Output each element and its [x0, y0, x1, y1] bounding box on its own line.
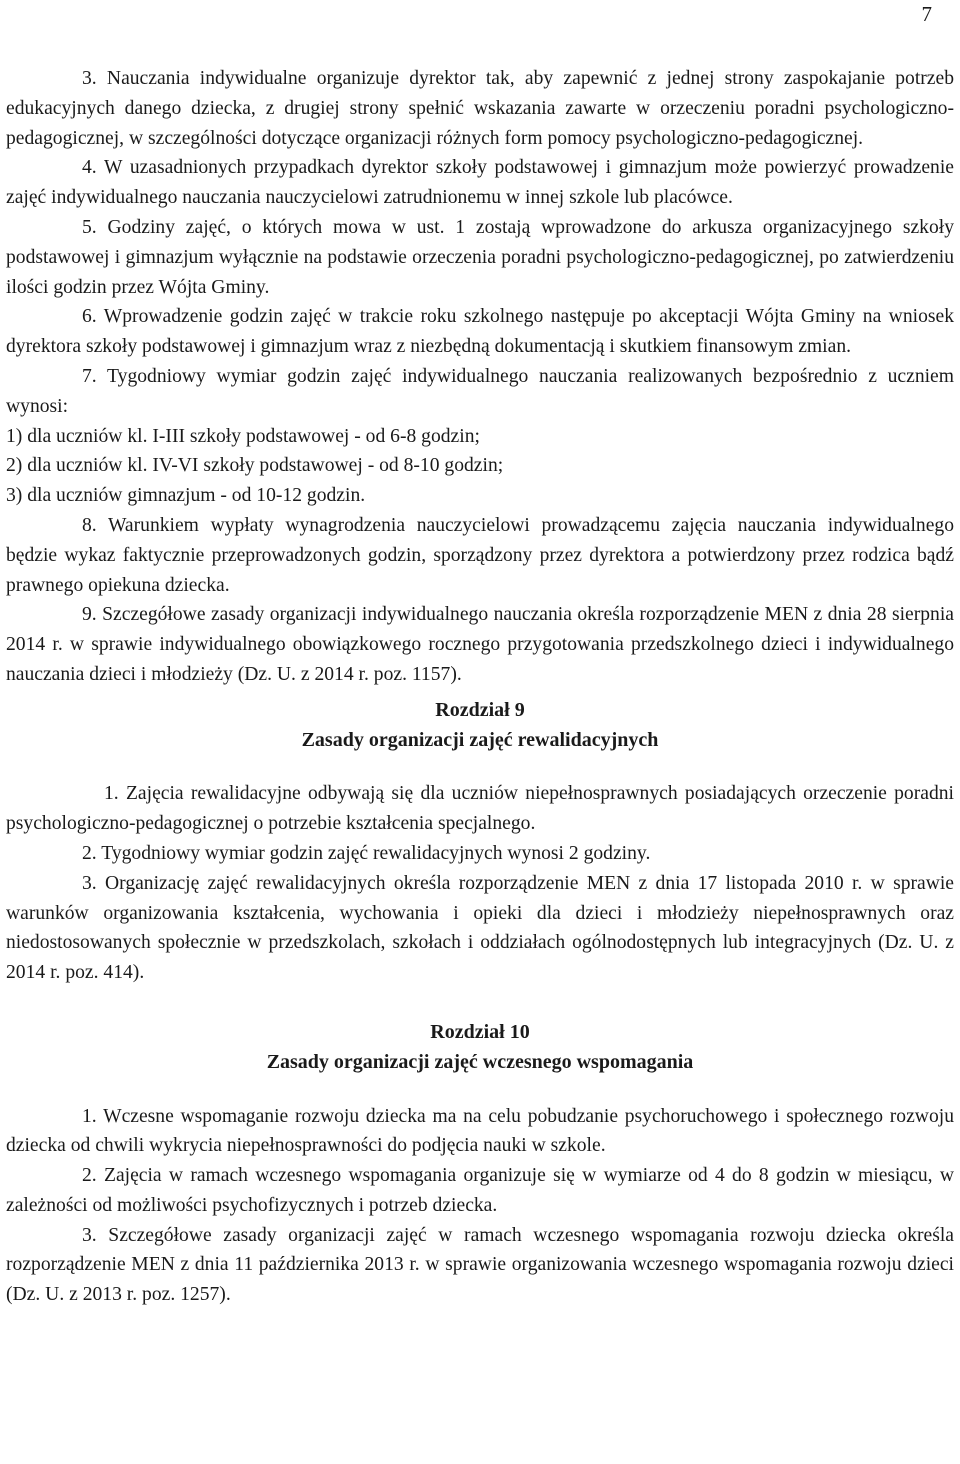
chapter-9-paragraph-2: 2. Tygodniowy wymiar godzin zajęć rewalidacyjnych wynosi 2 godziny. — [82, 842, 651, 864]
list-item-2: 2) dla uczniów kl. IV-VI szkoły podstawowej - od 8-10 godzin; — [6, 455, 504, 477]
chapter-10-subtitle: Zasady organizacji zajęć wczesnego wspomagania — [266, 1050, 694, 1073]
paragraph-7: 7. Tygodniowy wymiar godzin zajęć indywidualnego nauczania realizowanych bezpośrednio z uczniem wynosi: — [6, 365, 954, 417]
paragraph-8: 8. Warunkiem wypłaty wynagrodzenia nauczycielowi prowadzącemu zajęcia nauczania indywidualnego będzie wykaz faktycznie przeprowadzonych godzin, sporządzony przez dyrektora a potwierdzony przez rodzica bądź prawnego opiekuna dziecka. — [6, 514, 954, 596]
paragraph-6: 6. Wprowadzenie godzin zajęć w trakcie roku szkolnego następuje po akceptacji Wójta Gminy na wniosek dyrektora szkoły podstawowej i gimnazjum wraz z niezbędną dokumentacją i skutkiem finansowym zmian. — [6, 306, 954, 358]
paragraph-3: 3. Nauczania indywidualne organizuje dyrektor tak, aby zapewnić z jednej strony zaspokajanie potrzeb edukacyjnych danego dziecka, z drugiej strony spełnić wskazania zawarte w orzeczeniu poradni psychologiczno-pedagogicznej, w szczególności dotyczące organizacji różnych form pomocy psychologiczno-pedagogicznej. — [6, 68, 954, 149]
chapter-9-paragraph-3: 3. Organizację zajęć rewalidacyjnych określa rozporządzenie MEN z dnia 17 listopada 2010 r. w sprawie warunków organizowania kształcenia, wychowania i opieki dla dzieci i młodzieży niepełnosprawnych oraz niedostosowanych społecznie w przedszkolach, szkołach i oddziałach ogólnodostępnych lub integracyjnych (Dz. U. z 2014 r. poz. 414). — [6, 872, 954, 984]
list-item-1: 1) dla uczniów kl. I-III szkoły podstawowej - od 6-8 godzin; — [6, 425, 480, 447]
chapter-10-title: Rozdział 10 — [430, 1020, 530, 1043]
chapter-10-paragraph-1: 1. Wczesne wspomaganie rozwoju dziecka ma na celu pobudzanie psychoruchowego i społecznego rozwoju dziecka od chwili wykrycia niepełnosprawności do podjęcia nauki w szkole. — [6, 1105, 954, 1157]
chapter-9-paragraph-1: 1. Zajęcia rewalidacyjne odbywają się dla uczniów niepełnosprawnych posiadających orzeczenie poradni psychologiczno-pedagogicznej o potrzebie kształcenia specjalnego. — [6, 783, 954, 835]
chapter-10-paragraph-3: 3. Szczegółowe zasady organizacji zajęć w ramach wczesnego wspomagania rozwoju dziecka określa rozporządzenie MEN z dnia 11 października 2013 r. w sprawie organizowania wczesnego wspomagania rozwoju dzieci (Dz. U. z 2013 r. poz. 1257). — [6, 1224, 954, 1306]
chapter-9-subtitle: Zasady organizacji zajęć rewalidacyjnych — [301, 728, 659, 751]
page-number: 7 — [921, 2, 932, 26]
chapter-9-title: Rozdział 9 — [435, 698, 525, 721]
paragraph-9: 9. Szczegółowe zasady organizacji indywidualnego nauczania określa rozporządzenie MEN z dnia 28 sierpnia 2014 r. w sprawie indywidualnego obowiązkowego rocznego przygotowania przedszkolnego dzieci i indywidualnego nauczania dzieci i młodzieży (Dz. U. z 2014 r. poz. 1157). — [6, 604, 954, 685]
list-item-3: 3) dla uczniów gimnazjum - od 10-12 godzin. — [6, 485, 366, 507]
document-body — [6, 64, 954, 1310]
chapter-10-paragraph-2: 2. Zajęcia w ramach wczesnego wspomagania organizuje się w wymiarze od 4 do 8 godzin w miesiącu, w zależności od możliwości psychofizycznych i potrzeb dziecka. — [6, 1165, 954, 1216]
paragraph-4: 4. W uzasadnionych przypadkach dyrektor szkoły podstawowej i gimnazjum może powierzyć prowadzenie zajęć indywidualnego nauczania nauczycielowi zatrudnionemu w innej szkole lub placówce. — [6, 157, 954, 209]
paragraph-5: 5. Godziny zajęć, o których mowa w ust. 1 zostają wprowadzone do arkusza organizacyjnego szkoły podstawowej i gimnazjum wyłącznie na podstawie orzeczenia poradni psychologiczno-pedagogicznej, po zatwierdzeniu ilości godzin przez Wójta Gminy. — [6, 216, 954, 298]
